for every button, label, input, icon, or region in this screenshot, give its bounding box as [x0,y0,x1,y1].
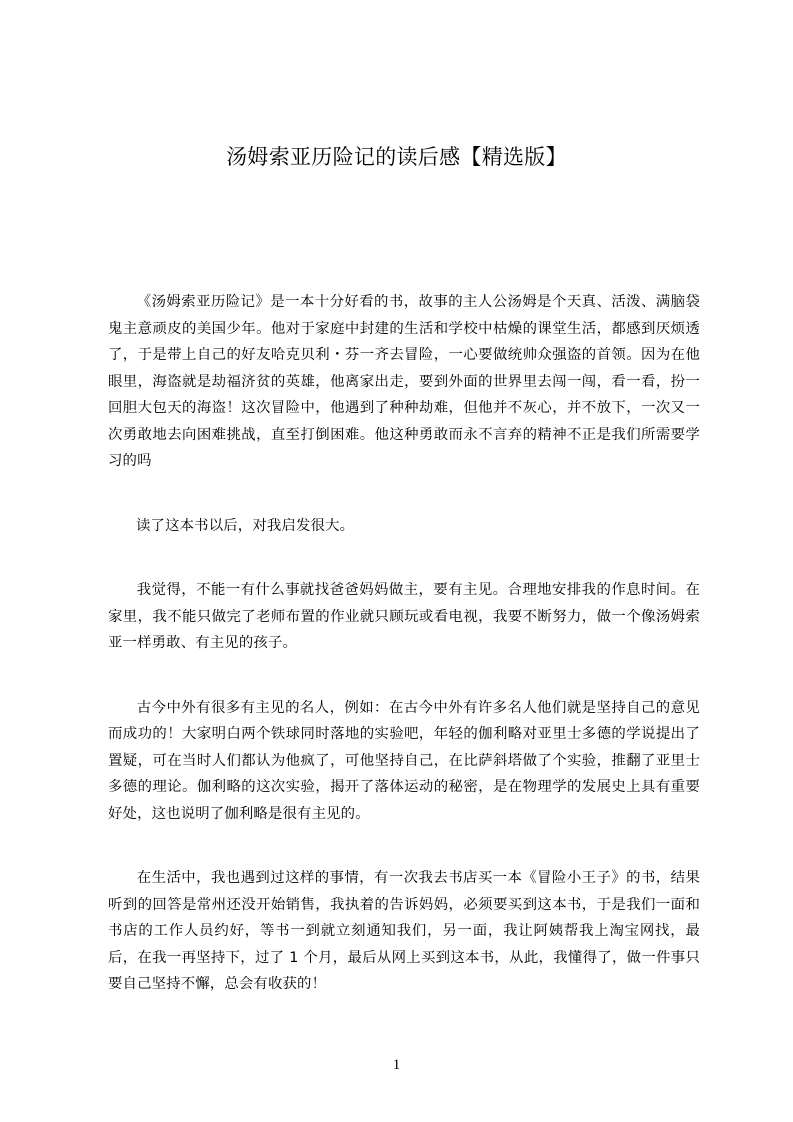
paragraph-intro: 《汤姆索亚历险记》是一本十分好看的书，故事的主人公汤姆是个天真、活泼、满脑袋鬼主意顽皮的美国少年。他对于家庭中封建的生活和学校中枯燥的课堂生活，都感到厌烦透了，于是带上自己的好友哈克贝利・芬一齐去冒险，一心要做统帅众强盗的首领。因为在他眼里，海盗就是劫福济贫的英雄，他离家出走，要到外面的世界里去闯一闯，看一看，扮一回胆大包天的海盗！这次冒险中，他遇到了种种劫难，但他并不灰心，并不放下，一次又一次勇敢地去向困难挑战，直至打倒困难。他这种勇敢而永不言弃的精神不正是我们所需要学习的吗 [108,294,700,469]
page-number: 1 [392,1057,401,1073]
paragraph-inspiration: 读了这本书以后，对我启发很大。 [136,517,355,534]
paragraph-independence: 我觉得，不能一有什么事就找爸爸妈妈做主，要有主见。合理地安排我的作息时间。在家里，我不能只做完了老师布置的作业就只顾玩或看电视，我要不断努力，做一个像汤姆索亚一样勇敢、有主见的孩子。 [108,582,700,651]
document-body [108,289,700,1036]
paragraph-personal-story: 在生活中，我也遇到过这样的事情，有一次我去书店买一本《冒险小王子》的书，结果听到的回答是常州还没开始销售，我执着的告诉妈妈，必须要买到这本书，于是我们一面和书店的工作人员约好，等书一到就立刻通知我们，另一面，我让阿姨帮我上淘宝网找，最后，在我一再坚持下，过了 1 个月，最后从网上买到这本书，从此，我懂得了，做一件事只要自己坚持不懈，总会有收获的！ [108,870,700,992]
paragraph-famous-people: 古今中外有很多有主见的名人，例如：在古今中外有许多名人他们就是坚持自己的意见而成功的！大家明白两个铁球同时落地的实验吧，年轻的伽利略对亚里士多德的学说提出了置疑，可在当时人们都认为他疯了，可他坚持自己，在比萨斜塔做了个实验，推翻了亚里士多德的理论。伽利略的这次实验，揭开了落体运动的秘密，是在物理学的发展史上具有重要好处，这也说明了伽利略是很有主见的。 [108,699,700,822]
document-title: 汤姆索亚历险记的读后感【精选版】 [226,145,567,169]
